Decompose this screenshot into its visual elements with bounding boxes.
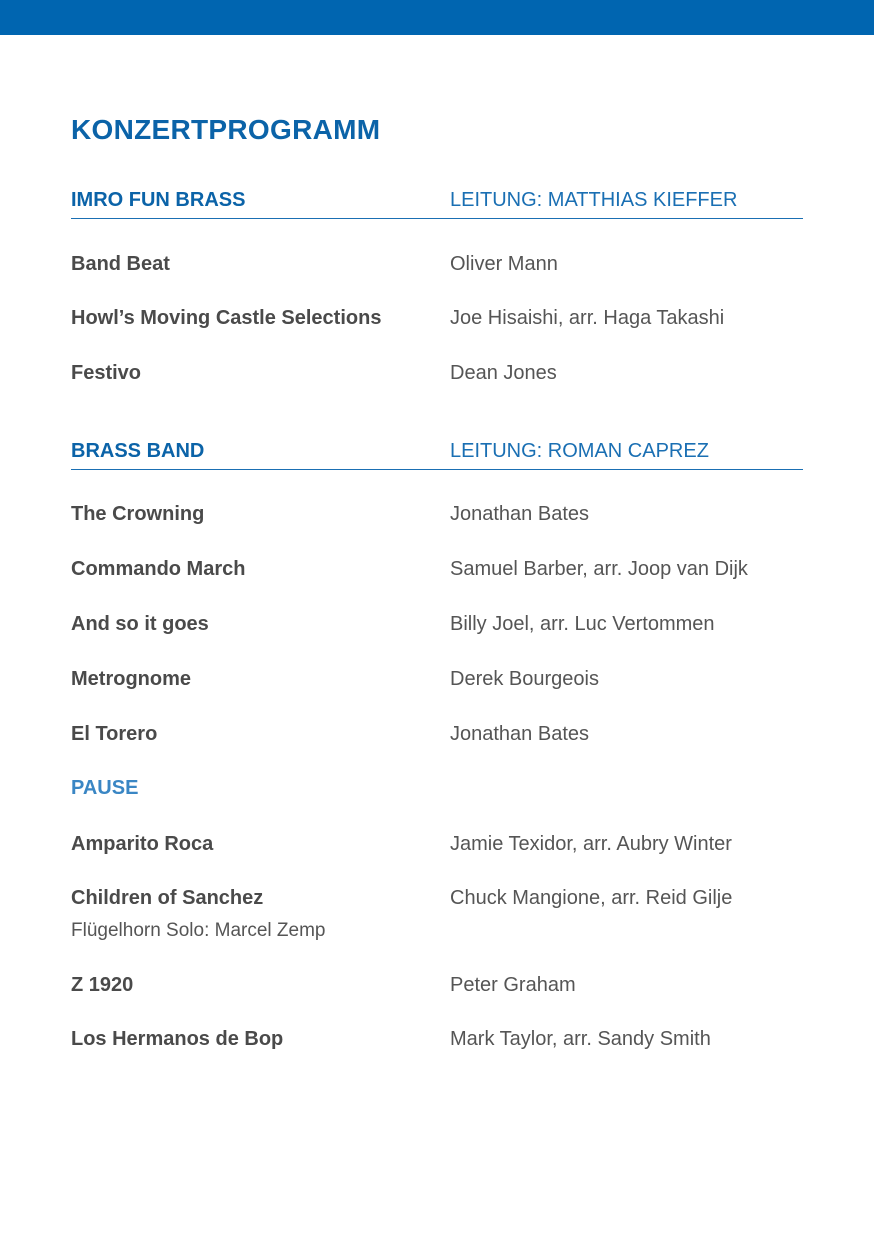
piece-composer: Derek Bourgeois	[450, 668, 599, 690]
program-item	[71, 722, 803, 748]
piece-title: Festivo	[71, 362, 142, 384]
piece-title: Metrognome	[71, 668, 191, 690]
section-header-brass-band	[71, 439, 803, 470]
piece-composer: Dean Jones	[450, 362, 557, 384]
piece-title: Band Beat	[71, 253, 170, 275]
page-title: KONZERTPROGRAMM	[71, 114, 381, 145]
program-item	[71, 252, 803, 278]
piece-title: And so it goes	[71, 613, 209, 635]
program-item	[71, 667, 803, 693]
top-color-bar	[0, 0, 874, 35]
section-conductor: LEITUNG: ROMAN CAPREZ	[450, 440, 709, 462]
program-item	[71, 306, 803, 332]
piece-title: El Torero	[71, 723, 158, 745]
piece-composer: Oliver Mann	[450, 253, 558, 275]
section-conductor: LEITUNG: MATTHIAS KIEFFER	[450, 189, 738, 211]
piece-soloist-note: Flügelhorn Solo: Marcel Zemp	[71, 920, 326, 941]
piece-composer: Billy Joel, arr. Luc Vertommen	[450, 613, 715, 635]
piece-title: Z 1920	[71, 974, 134, 996]
piece-title: Los Hermanos de Bop	[71, 1028, 284, 1050]
piece-composer: Chuck Mangione, arr. Reid Gilje	[450, 887, 733, 909]
piece-composer: Joe Hisaishi, arr. Haga Takashi	[450, 307, 725, 329]
program-item	[71, 1027, 803, 1053]
piece-composer: Mark Taylor, arr. Sandy Smith	[450, 1028, 711, 1050]
piece-title: Commando March	[71, 558, 246, 580]
piece-title: The Crowning	[71, 503, 205, 525]
piece-composer: Jonathan Bates	[450, 723, 589, 745]
program-item	[71, 612, 803, 638]
section-header-imro-fun-brass	[71, 188, 803, 219]
program-item	[71, 557, 803, 583]
program-item	[71, 361, 803, 387]
pause-label: PAUSE	[71, 777, 139, 799]
piece-composer: Jamie Texidor, arr. Aubry Winter	[450, 833, 732, 855]
program-item	[71, 502, 803, 528]
piece-title: Howl’s Moving Castle Selections	[71, 307, 382, 329]
piece-composer: Samuel Barber, arr. Joop van Dijk	[450, 558, 748, 580]
piece-composer: Peter Graham	[450, 974, 576, 996]
program-item	[71, 886, 803, 946]
program-item	[71, 973, 803, 999]
section-name: BRASS BAND	[71, 440, 205, 462]
piece-title: Children of Sanchez	[71, 887, 264, 909]
section-name: IMRO FUN BRASS	[71, 189, 246, 211]
piece-composer: Jonathan Bates	[450, 503, 589, 525]
piece-title: Amparito Roca	[71, 833, 214, 855]
program-item	[71, 832, 803, 858]
